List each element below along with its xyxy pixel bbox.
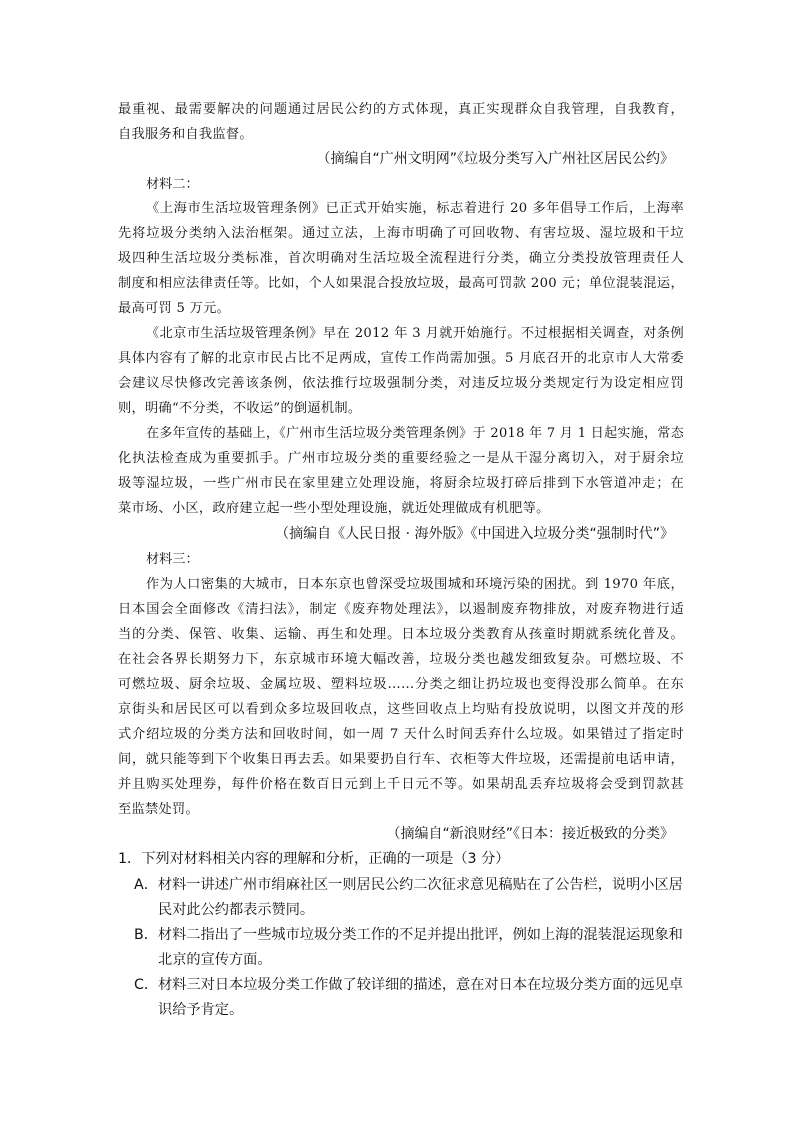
m3-p1-line-10: 至监禁处罚。 (118, 802, 199, 817)
m2-p2-line-3: 会建议尽快修改完善该条例，依法推行垃圾强制分类，对违反垃圾分类规定行为设定相应罚 (118, 376, 684, 391)
m2-p1-line-5: 最高可罚 5 万元。 (118, 301, 231, 316)
m2-p2-line-4: 则，明确“不分类，不收运”的倒逼机制。 (118, 401, 362, 416)
option-b-line-1: B．材料二指出了一些城市垃圾分类工作的不足并提出批评，例如上海的混装混运现象和 (134, 927, 683, 943)
m3-p1-line-8: 间，就只能等到下个收集日再去丢。如果要扔自行车、衣柜等大件垃圾，还需提前电话申请， (118, 752, 684, 767)
m3-p1-line-6: 京街头和居民区可以看到众多垃圾回收点，这些回收点上均贴有投放说明，以图文并茂的形 (118, 702, 684, 717)
source-citation-3: （摘编自“新浪财经”《日本：接近极致的分类》 (386, 826, 674, 842)
material-2-heading: 材料二： (146, 177, 199, 192)
m3-p1-line-7: 式介绍垃圾的分类方法和回收时间，如一周 7 天什么时间丢弃什么垃圾。如果错过了指定时 (118, 727, 684, 742)
m2-p3-line-3: 圾等湿垃圾，一些广州市民在家里建立处理设施，将厨余垃圾打碎后排到下水管道冲走；在 (118, 476, 684, 491)
m2-p2-line-1: 《北京市生活垃圾管理条例》早在 2012 年 3 月就开始施行。不过根据相关调查，对条例 (146, 326, 684, 341)
intro-line-2: 自我服务和自我监督。 (118, 127, 253, 142)
option-b-line-2: 北京的宣传方面。 (158, 952, 272, 968)
intro-line-1: 最重视、最需要解决的问题通过居民公约的方式体现，真正实现群众自我管理，自我教育， (118, 102, 684, 117)
m2-p1-line-4: 制度和相应法律责任等。比如，个人如果混合投放垃圾，最高可罚款 200 元；单位混装混运， (118, 276, 684, 291)
question-stem: 1．下列对材料相关内容的理解和分析，正确的一项是（3 分） (118, 851, 510, 867)
m3-p1-line-1: 作为人口密集的大城市，日本东京也曾深受垃圾围城和环境污染的困扰。到 1970 年底， (146, 577, 684, 592)
material-3-heading: 材料三： (146, 552, 199, 567)
m3-p1-line-5: 可燃垃圾、厨余垃圾、金属垃圾、塑料垃圾……分类之细让扔垃圾也变得没那么简单。在东 (118, 677, 684, 692)
option-a-line-2: 民对此公约都表示赞同。 (158, 902, 315, 918)
m3-p1-line-2: 日本国会全面修改《清扫法》，制定《废弃物处理法》，以遏制废弃物排放，对废弃物进行适 (118, 602, 684, 617)
m2-p3-line-2: 化执法检查成为重要抓手。广州市垃圾分类的重要经验之一是从干湿分离切入，对于厨余垃 (118, 451, 684, 466)
m2-p3-line-4: 菜市场、小区，政府建立起一些小型处理设施，就近处理做成有机肥等。 (118, 501, 550, 516)
m2-p3-line-1: 在多年宣传的基础上，《广州市生活垃圾分类管理条例》于 2018 年 7 月 1 日起实施，常态 (146, 426, 684, 441)
option-a-line-1: A．材料一讲述广州市绢麻社区一则居民公约二次征求意见稿贴在了公告栏，说明小区居 (134, 877, 683, 893)
option-c-line-1: C．材料三对日本垃圾分类工作做了较详细的描述，意在对日本在垃圾分类方面的远见卓 (134, 977, 684, 993)
source-citation-2: （摘编自《人民日报 · 海外版》《中国进入垃圾分类“强制时代”》 (275, 526, 674, 542)
m2-p1-line-1: 《上海市生活垃圾管理条例》已正式开始实施，标志着进行 20 多年倡导工作后，上海率 (146, 201, 684, 216)
m3-p1-line-9: 并且购买处理券，每件价格在数百日元到上千日元不等。如果胡乱丢弃垃圾将会受到罚款甚 (118, 777, 684, 792)
source-citation-1: （摘编自“广州文明网”《垃圾分类写入广州社区居民公约》 (316, 151, 674, 167)
option-c-line-2: 识给予肯定。 (158, 1002, 244, 1018)
m3-p1-line-3: 当的分类、保管、收集、运输、再生和处理。日本垃圾分类教育从孩童时期就系统化普及。 (118, 627, 684, 642)
m2-p2-line-2: 具体内容有了解的北京市民占比不足两成，宣传工作尚需加强。5 月底召开的北京市人大常委 (118, 351, 684, 366)
m3-p1-line-4: 在社会各界长期努力下，东京城市环境大幅改善，垃圾分类也越发细致复杂。可燃垃圾、不 (118, 652, 684, 667)
m2-p1-line-2: 先将垃圾分类纳入法治框架。通过立法，上海市明确了可回收物、有害垃圾、湿垃圾和干垃 (118, 226, 684, 241)
m2-p1-line-3: 圾四种生活垃圾分类标准，首次明确对生活垃圾全流程进行分类，确立分类投放管理责任人 (118, 251, 684, 266)
